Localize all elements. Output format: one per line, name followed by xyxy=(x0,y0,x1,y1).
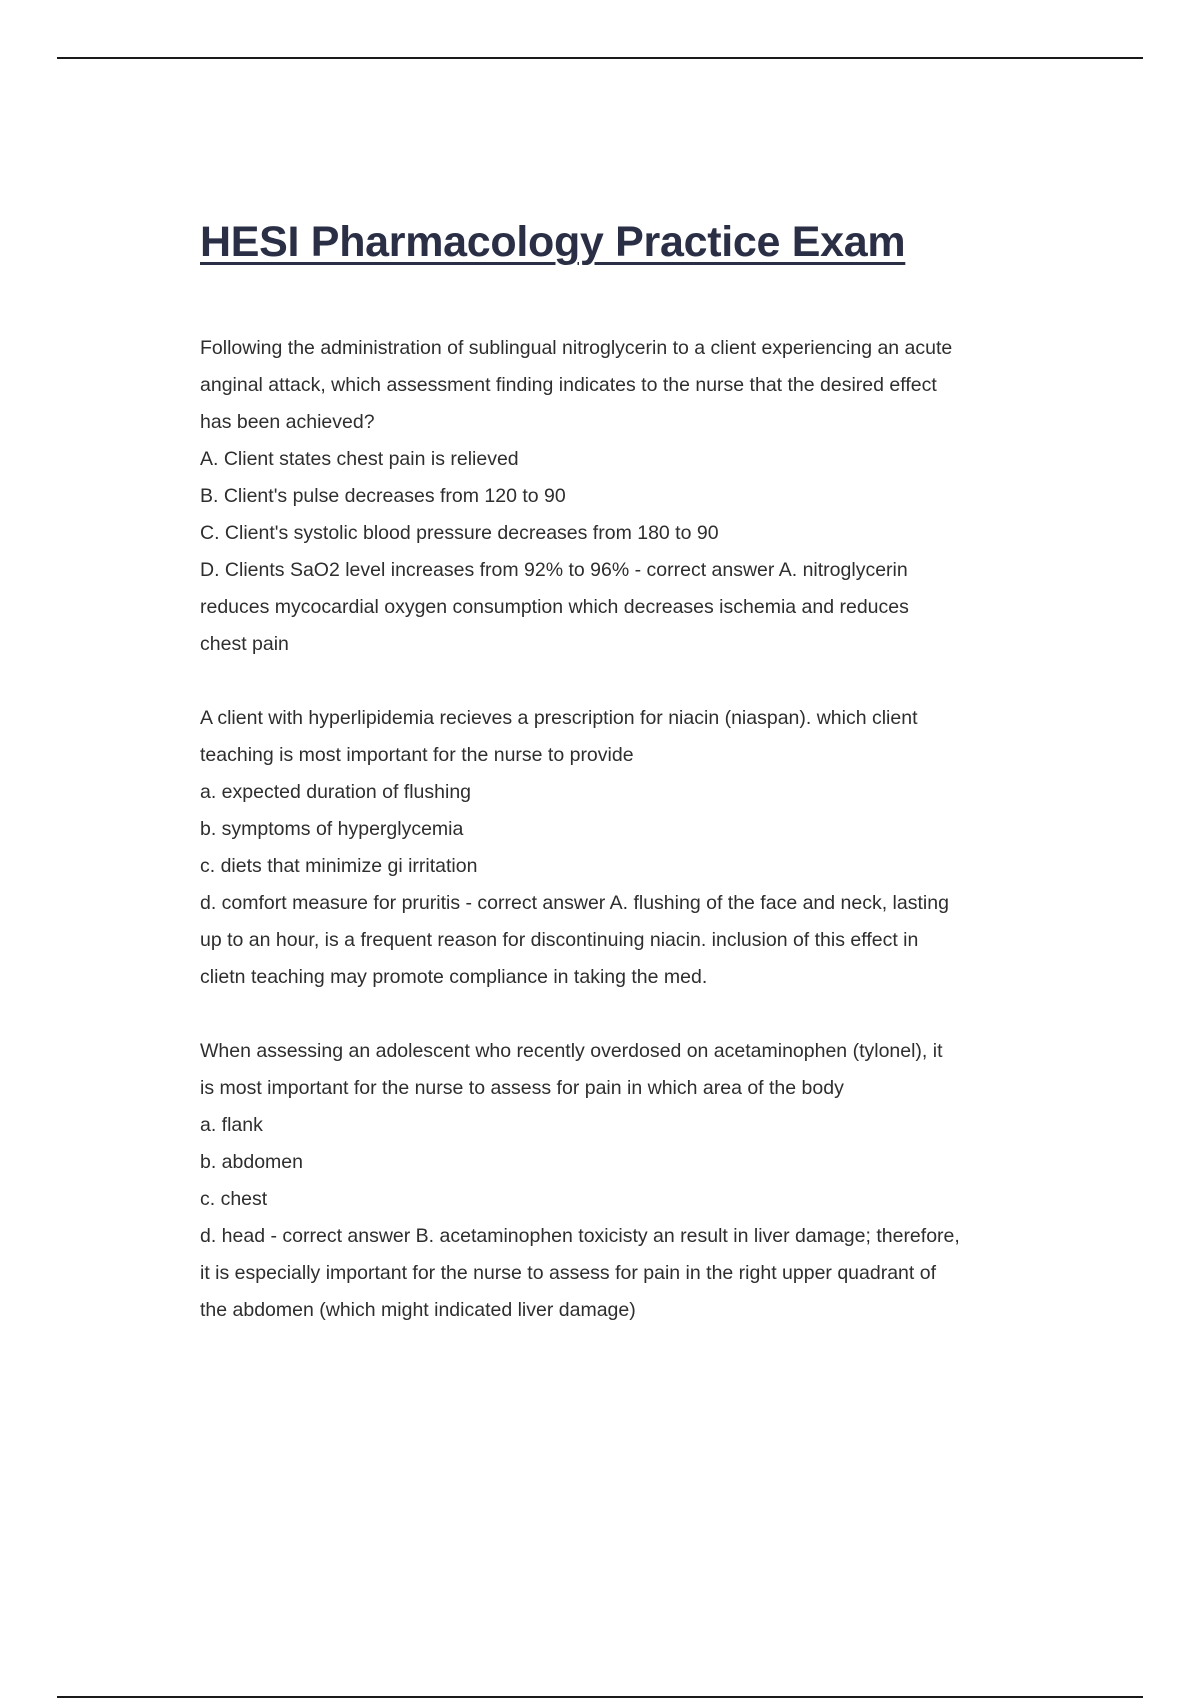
question-2 xyxy=(200,700,1040,996)
question-3-rationale: it is especially important for the nurse to assess for pain in the right upper quadrant of xyxy=(200,1262,936,1284)
question-3-line: When assessing an adolescent who recently overdosed on acetaminophen (tylonel), it xyxy=(200,1040,943,1062)
question-1-option-c: C. Client's systolic blood pressure decreases from 180 to 90 xyxy=(200,522,719,544)
top-rule xyxy=(57,57,1143,59)
question-1-line: anginal attack, which assessment finding indicates to the nurse that the desired effect xyxy=(200,374,937,396)
question-1-rationale: reduces mycocardial oxygen consumption which decreases ischemia and reduces xyxy=(200,596,909,618)
question-2-option-c: c. diets that minimize gi irritation xyxy=(200,855,478,877)
question-1-line: has been achieved? xyxy=(200,411,375,433)
question-1-line: Following the administration of sublingual nitroglycerin to a client experiencing an acute xyxy=(200,337,953,359)
question-2-line: A client with hyperlipidemia recieves a prescription for niacin (niaspan). which client xyxy=(200,707,918,729)
question-3-option-a: a. flank xyxy=(200,1114,263,1136)
page-title: HESI Pharmacology Practice Exam xyxy=(200,218,906,266)
question-3-option-d: d. head - correct answer B. acetaminophen toxicisty an result in liver damage; therefore, xyxy=(200,1225,960,1247)
question-2-rationale: clietn teaching may promote compliance in taking the med. xyxy=(200,966,708,988)
question-1 xyxy=(200,330,1040,663)
question-2-option-b: b. symptoms of hyperglycemia xyxy=(200,818,464,840)
question-2-rationale: up to an hour, is a frequent reason for discontinuing niacin. inclusion of this effect in xyxy=(200,929,919,951)
question-1-option-d: D. Clients SaO2 level increases from 92% to 96% - correct answer A. nitroglycerin xyxy=(200,559,908,581)
question-3-line: is most important for the nurse to assess for pain in which area of the body xyxy=(200,1077,844,1099)
question-3 xyxy=(200,1033,1040,1329)
question-3-option-b: b. abdomen xyxy=(200,1151,303,1173)
question-3-rationale: the abdomen (which might indicated liver damage) xyxy=(200,1299,636,1321)
question-2-option-d: d. comfort measure for pruritis - correct answer A. flushing of the face and neck, lasting xyxy=(200,892,949,914)
question-2-option-a: a. expected duration of flushing xyxy=(200,781,472,803)
question-3-option-c: c. chest xyxy=(200,1188,268,1210)
document-body xyxy=(200,330,1040,1366)
question-1-option-b: B. Client's pulse decreases from 120 to 90 xyxy=(200,485,566,507)
question-1-rationale: chest pain xyxy=(200,633,289,655)
bottom-rule xyxy=(57,1696,1143,1698)
question-1-option-a: A. Client states chest pain is relieved xyxy=(200,448,519,470)
question-2-line: teaching is most important for the nurse to provide xyxy=(200,744,634,766)
